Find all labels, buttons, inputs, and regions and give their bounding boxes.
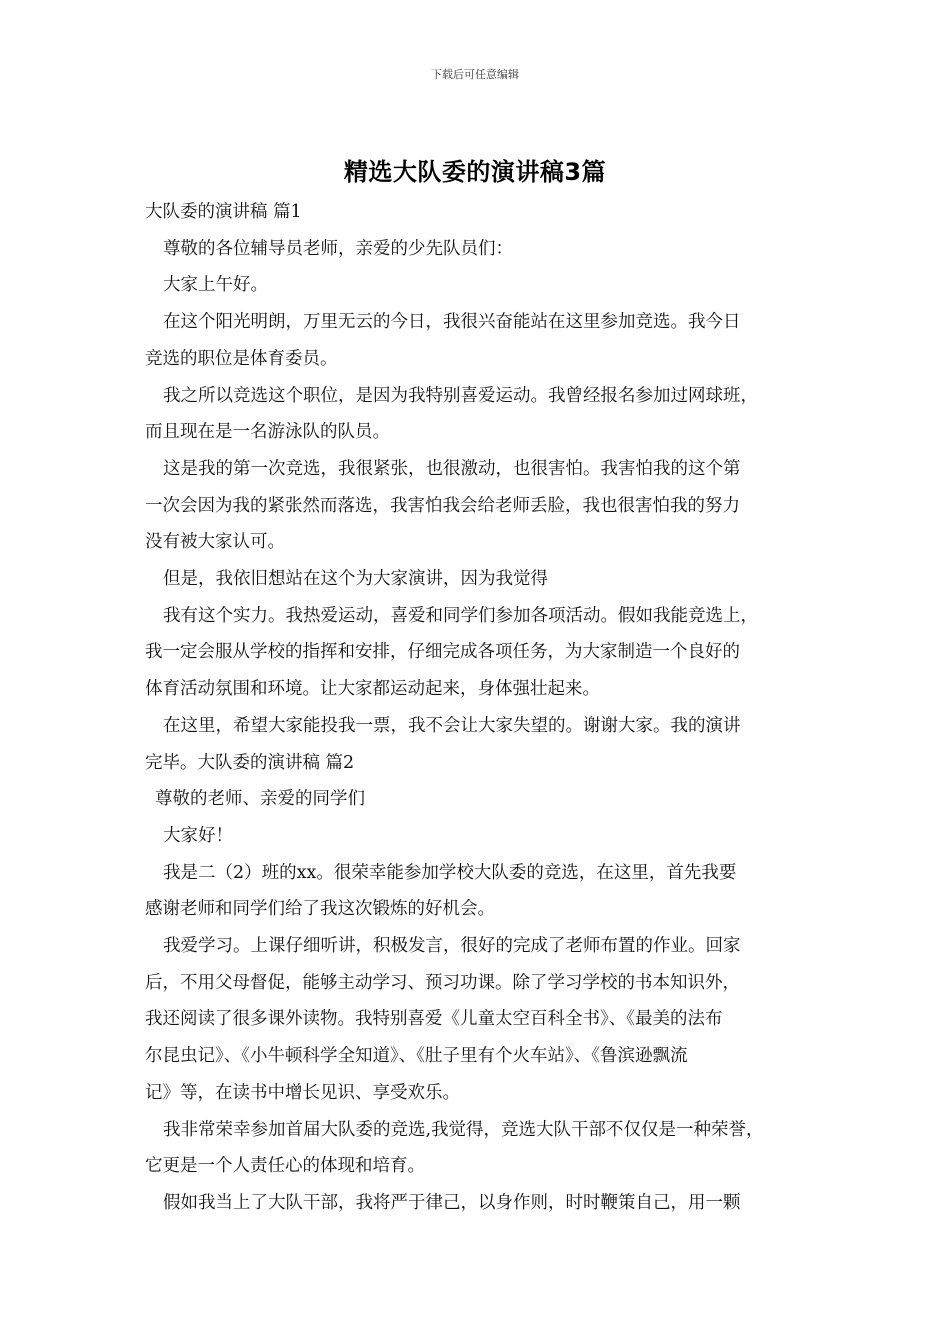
header-note: 下载后可任意编辑: [431, 68, 519, 81]
paragraph-line: 我一定会服从学校的指挥和安排，仔细完成各项任务，为大家制造一个良好的: [145, 642, 740, 663]
paragraph-line: 后，不用父母督促，能够主动学习、预习功课。除了学习学校的书本知识外，: [145, 972, 740, 993]
paragraph-line: 我之所以竞选这个职位，是因为我特别喜爱运动。我曾经报名参加过网球班，: [163, 385, 758, 406]
paragraph-line: 竞选的职位是体育委员。: [145, 348, 338, 369]
document-body: [145, 194, 811, 1222]
paragraph-line: 在这里，希望大家能投我一票，我不会让大家失望的。谢谢大家。我的演讲: [163, 715, 741, 736]
paragraph-line: 尔昆虫记》、《小牛顿科学全知道》、《肚子里有个火车站》、《鲁滨逊飘流: [145, 1046, 688, 1067]
paragraph-line: 它更是一个人责任心的体现和培育。: [145, 1156, 425, 1177]
paragraph-line: 一次会因为我的紧张然而落选，我害怕我会给老师丢脸，我也很害怕我的努力: [145, 495, 740, 516]
paragraph-line: 大家好！: [163, 825, 233, 846]
paragraph-line: 但是，我依旧想站在这个为大家演讲，因为我觉得: [163, 569, 548, 590]
paragraph-line: 我非常荣幸参加首届大队委的竞选,我觉得，竞选大队干部不仅仅是一种荣誉，: [163, 1119, 764, 1140]
paragraph-line: 没有被大家认可。: [145, 532, 285, 553]
paragraph-line: 完毕。大队委的演讲稿 篇2: [145, 752, 355, 773]
paragraph-line: 我有这个实力。我热爱运动，喜爱和同学们参加各项活动。假如我能竞选上，: [163, 605, 758, 626]
paragraph-line: 感谢老师和同学们给了我这次锻炼的好机会。: [145, 899, 495, 920]
paragraph-line: 记》等，在读书中增长见识、享受欢乐。: [145, 1082, 460, 1103]
paragraph-line: 尊敬的各位辅导员老师，亲爱的少先队员们：: [163, 238, 513, 259]
paragraph-line: 体育活动氛围和环境。让大家都运动起来，身体强壮起来。: [145, 679, 600, 700]
paragraph-line: 我爱学习。上课仔细听讲，积极发言，很好的完成了老师布置的作业。回家: [163, 936, 741, 957]
paragraph-line: 假如我当上了大队干部，我将严于律己，以身作则，时时鞭策自己，用一颗: [163, 1192, 741, 1213]
paragraph-line: 我还阅读了很多课外读物。我特别喜爱《儿童太空百科全书》、《最美的法布: [145, 1009, 723, 1030]
section-heading: 大队委的演讲稿 篇1: [145, 202, 302, 222]
paragraph-line: 我是二（2）班的xx。很荣幸能参加学校大队委的竞选，在这里，首先我要: [163, 862, 737, 883]
paragraph-line: 尊敬的老师、亲爱的同学们: [155, 789, 365, 810]
paragraph-line: 而且现在是一名游泳队的队员。: [145, 422, 390, 443]
paragraph-line: 在这个阳光明朗，万里无云的今日，我很兴奋能站在这里参加竞选。我今日: [163, 312, 741, 333]
document-title: 精选大队委的演讲稿3篇: [343, 158, 607, 186]
paragraph-line: 这是我的第一次竞选，我很紧张，也很激动，也很害怕。我害怕我的这个第: [163, 458, 741, 479]
paragraph-line: 大家上午好。: [163, 275, 268, 296]
